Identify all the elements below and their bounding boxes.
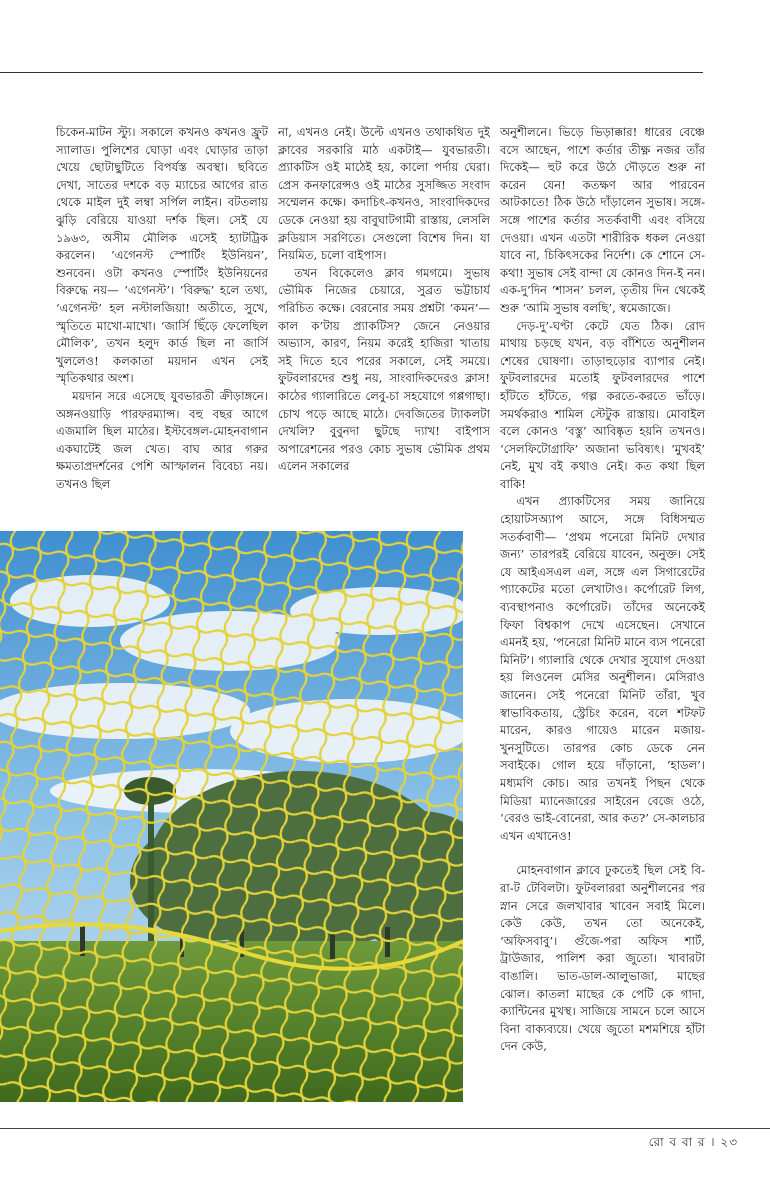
top-rule	[0, 72, 703, 73]
paragraph: মোহনবাগান ক্লাবে ঢুকতেই ছিল সেই বি-রা-ট টেবিলটা। ফুটবলাররা অনুশীলনের পর স্নান সেরে জলখাবার খাবেন সবাই মিলে। কেউ কেউ, তখন তো অনেকেই, ‘অফিসবাবু’। গুঁজে-পরা অফিস শার্ট, ট্রাউজার, পালিশ করা জুতো। খাবারটা বাঙালি। ভাত-ডাল-আলুভাজা, মাছের ঝোল। কাতলা মাছের কে পেটি কে গাদা, ক্যান্টিনের মুখস্থ। সাজিয়ে সামনে চলে আসে বিনা বাক্যব্যয়ে। খেয়ে জুতো মশমশিয়ে হাঁটা দেন কেউ,	[500, 863, 705, 1054]
paragraph: না, এখনও নেই। উল্টে এখনও তথাকথিত দুই ক্লাবের সরকারি মাঠ একটাই— যুবভারতী। প্র্যাকটিস ওই মাঠেই হয়, কালো পর্দায় ঘেরা। প্রেস কনফারেন্সও ওই মাঠের সুসজ্জিত সংবাদ সম্মেলন কক্ষে। কদাচিৎ-কখনও, সাংবাদিকদের ডেকে নেওয়া হয় বাবুঘাটগামী রাস্তায়, লেসলি ক্লডিয়াস সরণিতে। সেগুলো বিশেষ দিন। যা নিয়মিত, চলো বাইপাস।	[278, 125, 490, 263]
paragraph: তখন বিকেলেও ক্লাব গমগমে। সুভাষ ভৌমিক নিজের চেয়ারে, সুব্রত ভট্টাচার্য পরিচিত কক্ষে। বেরনোর সময় প্রশ্নটা ‘কমন’— কাল ক’টায় প্র্যাকটিস? জেনে নেওয়ার অভ্যাস, কারণ, নিয়ম করেই হাজিরা খাতায় সই দিতে হবে পরের সকালে, সেই সময়ে। ফুটবলারদের শুধু নয়, সাংবাদিকদেরও ক্লাস! কাঠের গ্যালারিতে লেবু-চা সহযোগে গপ্পগাছা। চোখ পড়ে আছে মাঠে। দেবজিতের ট্যাকলটা দেখলি? বুবুনদা ছুটছে দ্যাখ! বাইপাস অপারেশনের পরও কোচ সুভাষ ভৌমিক প্রথম এলেন সকালের	[278, 265, 490, 474]
bottom-rule	[0, 1128, 770, 1129]
football-goal-net-photo-icon	[0, 531, 463, 1102]
article-column-3	[500, 124, 705, 1114]
article-column-2	[278, 124, 490, 504]
article-column-1	[56, 124, 268, 504]
paragraph: চিকেন-মাটন স্ট্যু। সকালে কখনও কখনও ফ্রুট স্যালাড। পুলিশের ঘোড়া এবং ঘোড়ার তাড়া খেয়ে ছোটাছুটিতে বিপর্যস্ত অবস্থা। ছবিতে দেখা, সাতের দশকে বড় ম্যাচের আগের রাত থেকে মাইল দুই লম্বা সর্পিল লাইন। বটতলায় ঝুড়ি বেরিয়ে যাওয়া দর্শক ছিল। সেই যে ১৯৬৩, অসীম মৌলিক এসেই হ্যাটট্রিক করলেন। ‘এগেনস্ট স্পোর্টিং ইউনিয়ন’, শুনবেন। ওটা কখনও স্পোর্টিং ইউনিয়নের বিরুদ্ধে নয়— ‘এগেনস্ট’। ‘বিরুদ্ধ’ হলে তথ্য, ‘এগেনস্ট’ হল নস্টালজিয়া! অতীতে, সুখে, স্মৃতিতে মাখো-মাখো। ‘জার্সি ছিঁড়ে ফেলেছিল মৌলিক’, তখন হলুদ কার্ড ছিল না জার্সি খুললেও! কলকাতা ময়দান এখন সেই স্মৃতিকথার অংশ।	[56, 125, 268, 386]
paragraph: অনুশীলনে। ভিড়ে ভিড়াক্কার! ধারের বেঞ্চে বসে আছেন, পাশে কর্তার তীক্ষ্ণ নজর তাঁর দিকেই— হুট করে উঠে দৌড়তে শুরু না করেন যেন! কতক্ষণ আর পারবেন আটকাতে! ঠিক উঠে দাঁড়ালেন সুভাষ। সঙ্গে-সঙ্গে পাশের কর্তার সতর্কবাণী এবং বসিয়ে দেওয়া। এখন এতটা শারীরিক ধকল নেওয়া যাবে না, চিকিৎসকের নির্দেশ। কে শোনে সে-কথা! সুভাষ সেই বান্দা যে কোনও দিন-ই নন। এক-দু’দিন ‘শাসন’ চলল, তৃতীয় দিন থেকেই শুরু ‘আমি সুভাষ বলছি’, স্বমেজাজে।	[500, 125, 705, 315]
page-footer: রো ব বা র । ২৩	[648, 1135, 738, 1149]
football-goal-net-photo	[0, 531, 463, 1102]
paragraph: দেড়-দু’-ঘণ্টা কেটে যেত ঠিক। রোদ মাথায় চড়ছে যখন, বড় বাঁশিতে অনুশীলন শেষের ঘোষণা। তাড়াহুড়োর ব্যাপার নেই। ফুটবলারদের মতোই ফুটবলারদের পাশে হাঁটতে হাঁটতে, গল্প করতে-করতে ভাঁড়ে। সমর্থকরাও শামিল স্টেটুক রাস্তায়। মোবাইল বলে কোনও ‘বস্তু’ আবিষ্কৃত হয়নি তখনও। ‘সেলফিটোগ্রাফি’ অজানা ভবিষ্যৎ। ‘মুখবই’ নেই, মুখ বই কথাও নেই। কত কথা ছিল বাকি!	[500, 318, 705, 491]
paragraph: ময়দান সরে এসেছে যুবভারতী ক্রীড়াঙ্গনে। অঙ্গনওয়াড়ি পারফরম্যান্স। বহু বছর আগে এজমালি ছিল মাঠের। ইস্টবেঙ্গল-মোহনবাগান একঘাটেই জল খেত। বাঘ আর গরুর ক্ষমতাপ্রদর্শনের পেশি আস্ফালন বিবেচ্য নয়। তখনও ছিল	[56, 388, 268, 491]
paragraph: এখন প্র্যাকটিসের সময় জানিয়ে হোয়াটসঅ্যাপ আসে, সঙ্গে বিধিসম্মত সতর্কবাণী— ‘প্রথম পনেরো মিনিট দেখার জন্য’ তারপরই বেরিয়ে যাবেন, অনুক্ত। সেই যে আইএসএল এল, সঙ্গে এল সিগারেটের প্যাকেটের মতো লেখাটাও। কর্পোরেট লিগ, ব্যবস্থাপনাও কর্পোরেট। তাঁদের অনেকেই ফিফা বিশ্বকাপ দেখে এসেছেন। সেখানে এমনই হয়, ‘পনেরো মিনিট মানে ব্যস পনেরো মিনিট’। গ্যালারি থেকে দেখার সুযোগ দেওয়া হয় লিওনেল মেসির অনুশীলন। মেসিরাও জানেন। সেই পনেরো মিনিট তাঁরা, খুব স্বাভাবিকতায়, স্ট্রেচিং করেন, বলে শটফট মারেন, কারও গায়েও মারেন মজায়-খুনসুটিতে। তারপর কোচ ডেকে নেন সবাইকে। গোল হয়ে দাঁড়ানো, ‘হাডল’। মধ্যমণি কোচ। আর তখনই পিছন থেকে মিডিয়া ম্যানেজারের সাইরেন বেজে ওঠে, ‘বেরও ভাই-বোনেরা, আর কত?’ সে-কালচার এখন এখানেও!	[500, 494, 705, 843]
